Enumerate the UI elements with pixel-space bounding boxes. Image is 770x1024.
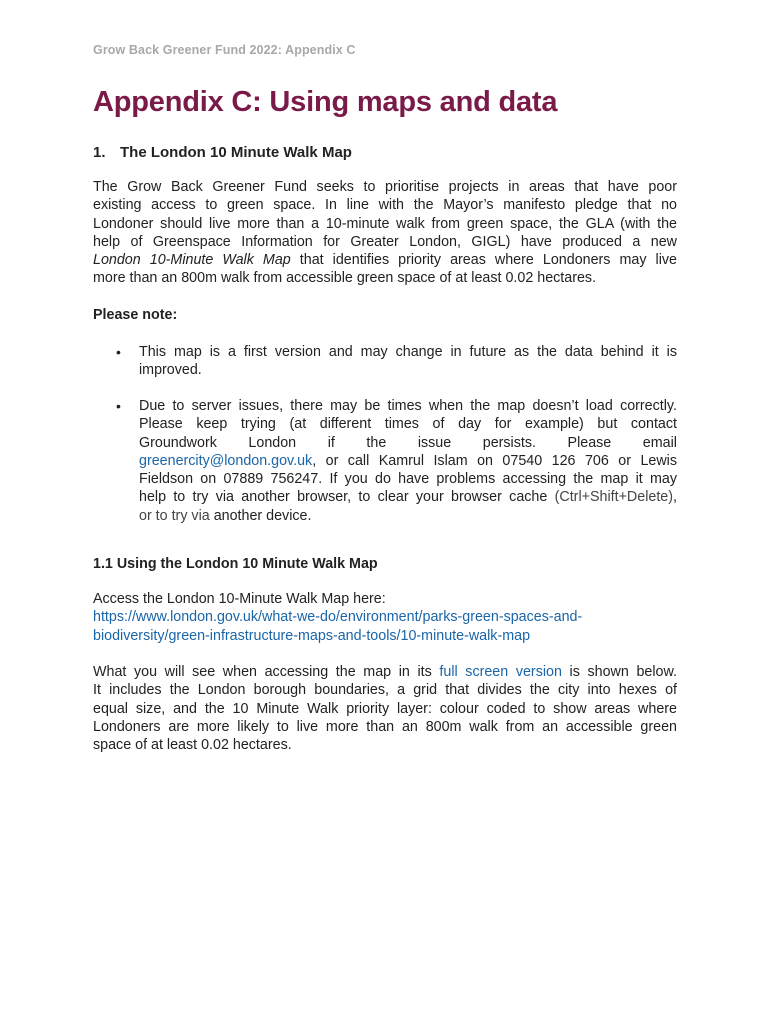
page-title: Appendix C: Using maps and data	[93, 86, 558, 118]
text-line	[139, 488, 677, 506]
text-fragment: ,	[673, 489, 677, 506]
text-fragment: is shown below.	[561, 664, 677, 680]
text-line: Access the London 10-Minute Walk Map here:	[93, 591, 386, 607]
email-link[interactable]: greenercity@london.gov.uk	[139, 452, 313, 469]
section-1-heading	[93, 144, 352, 161]
section-1-1-heading: 1.1 Using the London 10 Minute Walk Map	[93, 556, 378, 572]
text-line: existing access to green space. In line with the Mayor’s manifesto pledge that no	[93, 197, 677, 214]
section-1-number: 1.	[93, 144, 106, 161]
text-line: This map is a first version and may change in future as the data behind it is	[139, 344, 677, 360]
text-line: Please keep trying (at different times of day for example) but contact	[139, 416, 677, 433]
text-line: The Grow Back Greener Fund seeks to prioritise projects in areas that have poor	[93, 179, 677, 195]
word: persists.	[482, 434, 536, 451]
text-line	[93, 251, 677, 269]
text-fragment: that identifies priority areas where Londoners may live	[290, 252, 677, 269]
text-fragment: help to try via another browser, to clear your browser cache	[139, 489, 555, 506]
text-fragment: another device.	[213, 507, 312, 524]
section-1-paragraph	[93, 178, 677, 288]
text-fragment: What you will see when accessing the map in its	[93, 664, 440, 680]
walk-map-url-link[interactable]: https://www.london.gov.uk/what-we-do/environment/parks-green-spaces-and-	[93, 609, 583, 626]
text-line: space of at least 0.02 hectares.	[93, 737, 292, 754]
text-line	[139, 434, 677, 452]
text-line: help of Greenspace Information for Greater London, GIGL) have produced a new	[93, 233, 677, 250]
shortcut-text: (Ctrl+Shift+Delete)	[554, 489, 674, 506]
map-description-paragraph	[93, 663, 677, 754]
text-line	[93, 663, 677, 681]
please-note-label: Please note:	[93, 307, 178, 323]
text-line: more than an 800m walk from accessible green space of at least 0.02 hectares.	[93, 270, 597, 287]
bullet-dot-icon: •	[116, 344, 121, 360]
text-line: Due to server issues, there may be times when the map doesn’t load correctly.	[139, 398, 677, 414]
text-line: improved.	[139, 362, 202, 379]
text-line: Fieldson on 07889 756247. If you do have problems accessing the map it may	[139, 471, 677, 488]
text-fragment: or to try via	[139, 507, 214, 524]
text-line: Londoners are more likely to live more than an 800m walk from an accessible green	[93, 718, 677, 735]
bullet-2	[139, 397, 677, 525]
word: issue	[417, 434, 452, 451]
word: if	[327, 434, 335, 451]
text-line: equal size, and the 10 Minute Walk priority layer: colour coded to show areas where	[93, 700, 677, 717]
text-line: Londoner should live more than a 10-minute walk from green space, the GLA (with the	[93, 215, 677, 232]
word: London	[248, 434, 297, 451]
word: Groundwork	[139, 434, 217, 451]
map-name-italic: London 10-Minute Walk Map	[93, 252, 291, 269]
text-line	[139, 507, 677, 525]
text-fragment: , or call Kamrul Islam on 07540 126 706 or Lewis	[312, 452, 677, 469]
text-line: It includes the London borough boundaries, a grid that divides the city into hexes of	[93, 682, 677, 699]
text-line	[93, 608, 677, 626]
text-line	[139, 452, 677, 470]
word: Please	[567, 434, 612, 451]
word: email	[642, 434, 677, 451]
access-paragraph	[93, 590, 677, 645]
word: the	[366, 434, 387, 451]
section-1-title: The London 10 Minute Walk Map	[120, 144, 352, 161]
walk-map-url-link-continued[interactable]: biodiversity/green-infrastructure-maps-and-tools/10-minute-walk-map	[93, 627, 531, 644]
text-line	[93, 627, 677, 645]
bullet-1	[139, 343, 677, 380]
full-screen-version-link[interactable]: full screen version	[439, 664, 562, 680]
running-header: Grow Back Greener Fund 2022: Appendix C	[93, 43, 356, 57]
bullet-dot-icon: •	[116, 398, 121, 414]
